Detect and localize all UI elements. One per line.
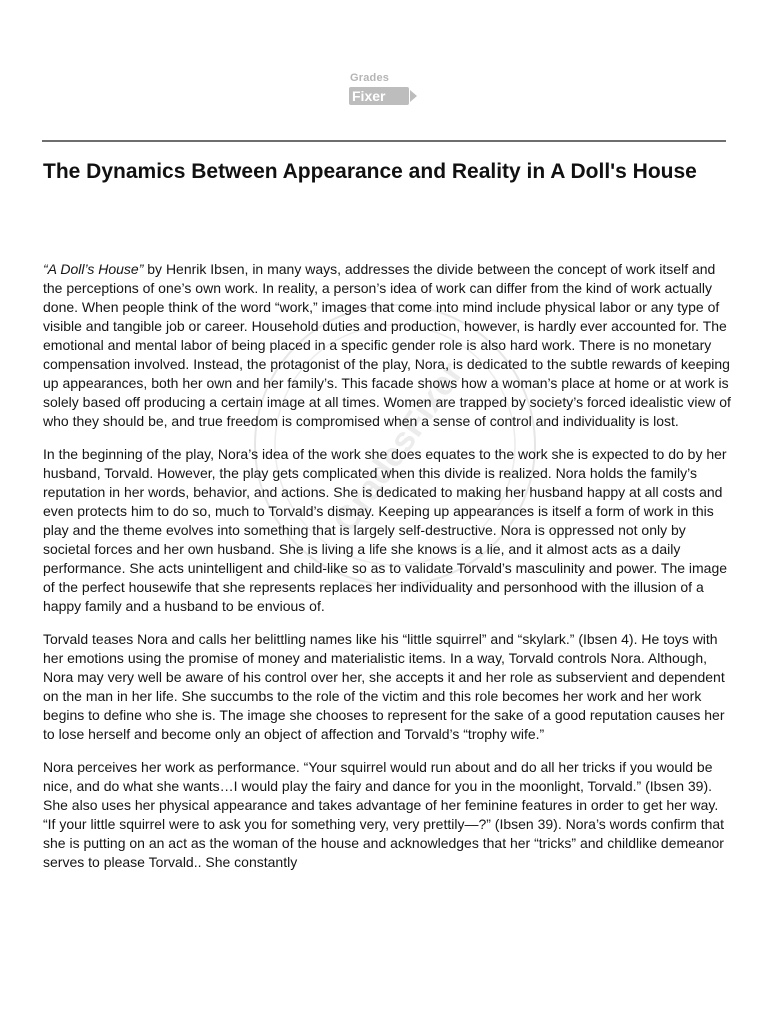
logo-bottom-text: Fixer [352,88,386,104]
watermark-text: GradesFixer [325,355,471,540]
paragraph-1-text: by Henrik Ibsen, in many ways, addresses the divide between the concept of work itself and the perceptions of one’s own work. In reality, a person’s idea of work can differ from the kind of work actually done. When people think of the word “work,” images that come into mind include physical labor or any type of visible and tangible job or career. Household duties and production, however, is hardly ever accounted for. The emotional and mental labor of being placed in a specific gender role is also hard work. There is no monetary compensation involved. Instead, the protagonist of the play, Nora, is dedicated to the subtle rewards of keeping up appearances, both her own and her family’s. This facade shows how a woman’s place at home or at work is solely based off producing a certain image at all times. Women are trapped by society’s forced idealistic view of who they should be, and true freedom is compromised when a sense of control and individuality is lost. [43,261,731,429]
document-body [43,260,733,886]
logo-badge [349,87,409,105]
gradesfixer-logo [349,72,419,106]
paragraph-1 [43,260,733,431]
header-divider [42,140,726,142]
logo-top-text: Grades [350,72,390,84]
document-title: The Dynamics Between Appearance and Reality in A Doll's House [43,160,697,183]
logo-arrow-icon [410,90,417,102]
paragraph-4: Nora perceives her work as performance. “Your squirrel would run about and do all her tricks if you would be nice, and do what she wants…I would play the fairy and dance for you in the moonlight, Torvald.” (Ibsen 39). She also uses her physical appearance and takes advantage of her feminine features in order to get her way. “If your little squirrel were to ask you for something very, very prettily—?” (Ibsen 39). Nora’s words confirm that she is putting on an act as the woman of the house and acknowledges that her “tricks” and childlike demeanor serves to please Torvald.. She constantly [43,759,725,870]
paragraph-2: In the beginning of the play, Nora’s idea of the work she does equates to the work she is expected to do by her husband, Torvald. However, the play gets complicated when this divide is realized. Nora holds the family’s reputation in her words, behavior, and actions. She is dedicated to making her husband happy at all costs and even protects him to do so, much to Torvald’s dismay. Keeping up appearances is itself a form of work in this play and the theme evolves into something that is largely self-destructive. Nora is oppressed not only by societal forces and her own husband. She is living a life she knows is a lie, and it almost acts as a daily performance. She acts unintelligent and child-like so as to validate Torvald’s masculinity and power. The image of the perfect housewife that she represents replaces her individuality and personhood with the illusion of a happy family and a husband to be envious of. [43,446,728,614]
paragraph-3: Torvald teases Nora and calls her belittling names like his “little squirrel” and “skylark.” (Ibsen 4). He toys with her emotions using the promise of money and materialistic items. In a way, Torvald controls Nora. Although, Nora may very well be aware of his control over her, she accepts it and her role as subservient and dependent on the man in her life. She succumbs to the role of the victim and this role becomes her work and her work begins to define who she is. The image she chooses to represent for the sake of a good reputation causes her to lose herself and become only an object of affection and Torvald’s “trophy wife.” [43,631,725,742]
play-title-italic: “A Doll’s House” [43,261,144,277]
